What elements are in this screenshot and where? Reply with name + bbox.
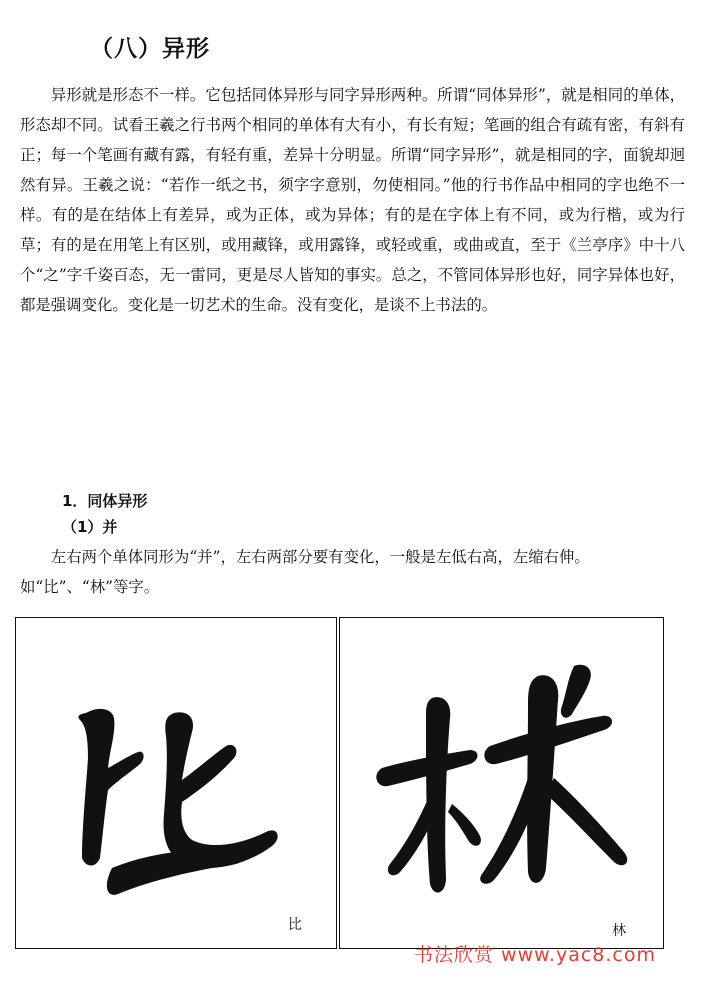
- calligraphy-plate-lin: [339, 617, 664, 949]
- plate-label-lin: 林: [612, 923, 626, 939]
- page-title: （八）异形: [90, 36, 210, 62]
- calligraphy-bi-glyph: [16, 618, 336, 948]
- section-heading: 1．同体异形: [62, 492, 148, 510]
- plate-label-bi: 比: [288, 917, 302, 933]
- sub-heading: （1）并: [62, 518, 118, 536]
- calligraphy-plate-bi: [15, 617, 337, 949]
- calligraphy-lin-glyph: [340, 618, 663, 948]
- site-watermark: 书法欣赏 www.yac8.com: [414, 944, 656, 966]
- body-paragraph: 左右两个单体同形为“并”，左右两部分要有变化，一般是左低右高，左缩右伸。如“比”、“林”等字。: [20, 548, 590, 596]
- intro-paragraph: 异形就是形态不一样。它包括同体异形与同字异形两种。所谓“同体异形”，就是相同的单体，形态却不同。试看王羲之行书两个相同的单体有大有小，有长有短；笔画的组合有疏有密，有斜有正；每一个笔画有藏有露，有轻有重，差异十分明显。所谓“同字异形”，就是相同的字，面貌却迥然有异。王羲之说：“若作一纸之书，须字字意别，勿使相同。”他的行书作品中相同的字也绝不一样。有的是在结体上有差异，或为正体，或为异体；有的是在字体上有不同，或为行楷，或为行草；有的是在用笔上有区别，或用藏锋，或用露锋，或轻或重，或曲或直，至于《兰亭序》中十八个“之”字千姿百态，无一雷同，更是尽人皆知的事实。总之，不管同体异形也好，同字异体也好，都是强调变化。变化是一切艺术的生命。没有变化，是谈不上书法的。: [20, 86, 685, 314]
